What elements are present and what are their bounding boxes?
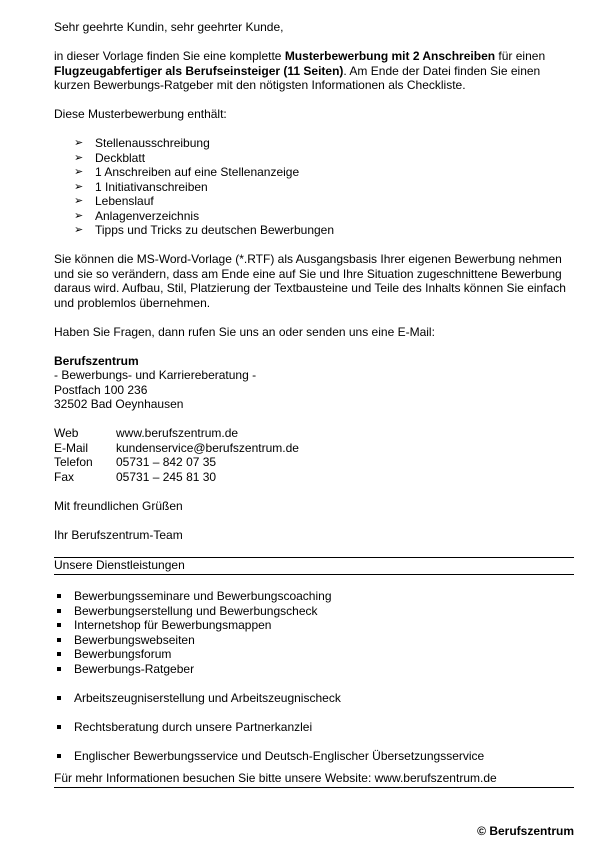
list-item-label: 1 Initiativanschreiben <box>95 179 208 194</box>
copyright: © Berufszentrum <box>477 824 574 838</box>
list-item-label: Bewerbungs-Ratgeber <box>74 661 195 676</box>
services-list-a <box>54 691 574 706</box>
arrow-bullet-icon: ➢ <box>74 209 84 222</box>
intro-paragraph <box>54 49 574 93</box>
arrow-bullet-icon: ➢ <box>74 137 84 149</box>
list-item-label: Bewerbungswebseiten <box>74 632 195 647</box>
usage-paragraph: Sie können die MS-Word-Vorlage (*.RTF) als Ausgangsbasis Ihrer eigenen Bewerbung nehmen und sie so verändern, dass am Ende eine auf Sie und Ihre Situation zugeschnittene Bewerbung daraus wird. Aufbau, Stil, Platzierung der Textbausteine und Teile des Inhalts können Sie einfach und problemlos übernehmen. <box>54 252 566 310</box>
list-item-label: Rechtsberatung durch unsere Partnerkanzlei <box>74 719 313 734</box>
list-item-label: Bewerbungsseminare und Bewerbungscoaching <box>74 589 332 603</box>
contact-key: Web <box>54 426 79 440</box>
company-city: 32502 Bad Oeynhausen <box>54 397 184 411</box>
arrow-bullet-icon: ➢ <box>74 151 84 164</box>
contents-list <box>54 136 574 238</box>
list-item-label: Anlagenverzeichnis <box>95 208 200 223</box>
contact-key: Fax <box>54 469 75 484</box>
list-item <box>54 749 574 764</box>
services-list <box>54 589 574 676</box>
contact-key: E-Mail <box>54 440 89 455</box>
list-item <box>54 662 574 677</box>
list-item <box>74 151 574 166</box>
list-item-label: Bewerbungserstellung und Bewerbungscheck <box>74 603 318 618</box>
closing: Mit freundlichen Grüßen <box>54 498 183 513</box>
square-bullet-icon <box>57 754 61 758</box>
intro-text-3: . Am Ende der Datei finden Sie einen kurzen Bewerbungs-Ratgeber mit den nötigsten Informationen als Checkliste. <box>54 63 541 92</box>
square-bullet-icon <box>57 696 61 700</box>
arrow-bullet-icon: ➢ <box>74 224 84 236</box>
list-item-label: Lebenslauf <box>95 194 154 208</box>
list-item <box>74 136 574 151</box>
list-item-label: Stellenausschreibung <box>95 136 210 150</box>
intro-text-2: für einen <box>495 49 546 63</box>
contains-label: Diese Musterbewerbung enthält: <box>54 107 227 121</box>
square-bullet-icon <box>57 667 61 671</box>
list-item <box>74 209 574 224</box>
intro-bold-1: Musterbewerbung mit 2 Anschreiben <box>284 49 496 63</box>
arrow-bullet-icon: ➢ <box>74 180 84 193</box>
list-item-label: Tipps und Tricks zu deutschen Bewerbungen <box>95 223 335 237</box>
contact-row-fax <box>54 470 574 485</box>
contact-value[interactable]: www.berufszentrum.de <box>116 426 239 440</box>
salutation: Sehr geehrte Kundin, sehr geehrter Kunde, <box>54 20 284 34</box>
arrow-bullet-icon: ➢ <box>74 166 84 178</box>
more-info: Für mehr Informationen besuchen Sie bitte unsere Website: www.berufszentrum.de <box>54 771 574 788</box>
document-body <box>54 20 574 788</box>
list-item <box>54 633 574 648</box>
square-bullet-icon <box>57 594 61 598</box>
list-item-label: 1 Anschreiben auf eine Stellenanzeige <box>95 165 300 179</box>
list-item-label: Internetshop für Bewerbungsmappen <box>74 618 272 632</box>
list-item <box>54 720 574 735</box>
list-item <box>54 647 574 662</box>
list-item-label: Deckblatt <box>95 150 146 165</box>
list-item <box>74 194 574 209</box>
contact-row-web <box>54 426 574 441</box>
company-postbox: Postfach 100 236 <box>54 382 148 397</box>
signature: Ihr Berufszentrum-Team <box>54 527 183 542</box>
list-item <box>74 180 574 195</box>
square-bullet-icon <box>57 623 61 627</box>
square-bullet-icon <box>57 725 61 729</box>
list-item <box>54 604 574 619</box>
contact-value: 05731 – 842 07 35 <box>116 455 217 469</box>
services-title: Unsere Dienstleistungen <box>54 558 574 575</box>
square-bullet-icon <box>57 609 61 613</box>
list-item-label: Englischer Bewerbungsservice und Deutsch-Englischer Übersetzungsservice <box>74 748 485 763</box>
contact-row-email <box>54 441 574 456</box>
contact-row-phone <box>54 455 574 470</box>
list-item <box>54 618 574 633</box>
company-tagline: - Bewerbungs- und Karriereberatung - <box>54 368 257 382</box>
contact-value: 05731 – 245 81 30 <box>116 469 217 484</box>
list-item <box>74 165 574 180</box>
contact-value[interactable]: kundenservice@berufszentrum.de <box>116 440 299 455</box>
services-list-b <box>54 720 574 735</box>
company-name <box>54 354 574 369</box>
arrow-bullet-icon: ➢ <box>74 195 84 207</box>
company-name-text: Berufszentrum <box>54 353 139 368</box>
square-bullet-icon <box>57 652 61 656</box>
list-item <box>54 589 574 604</box>
list-item <box>74 223 574 238</box>
intro-bold-2: Flugzeugabfertiger als Berufseinsteiger (11 Seiten) <box>54 63 344 78</box>
list-item-label: Bewerbungsforum <box>74 647 172 661</box>
intro-text-1: in dieser Vorlage finden Sie eine komplette <box>54 49 285 63</box>
contact-key: Telefon <box>54 455 93 469</box>
services-list-c <box>54 749 574 764</box>
square-bullet-icon <box>57 638 61 642</box>
questions-paragraph: Haben Sie Fragen, dann rufen Sie uns an oder senden uns eine E-Mail: <box>54 324 435 339</box>
list-item-label: Arbeitszeugniserstellung und Arbeitszeugnischeck <box>74 690 341 705</box>
list-item <box>54 691 574 706</box>
